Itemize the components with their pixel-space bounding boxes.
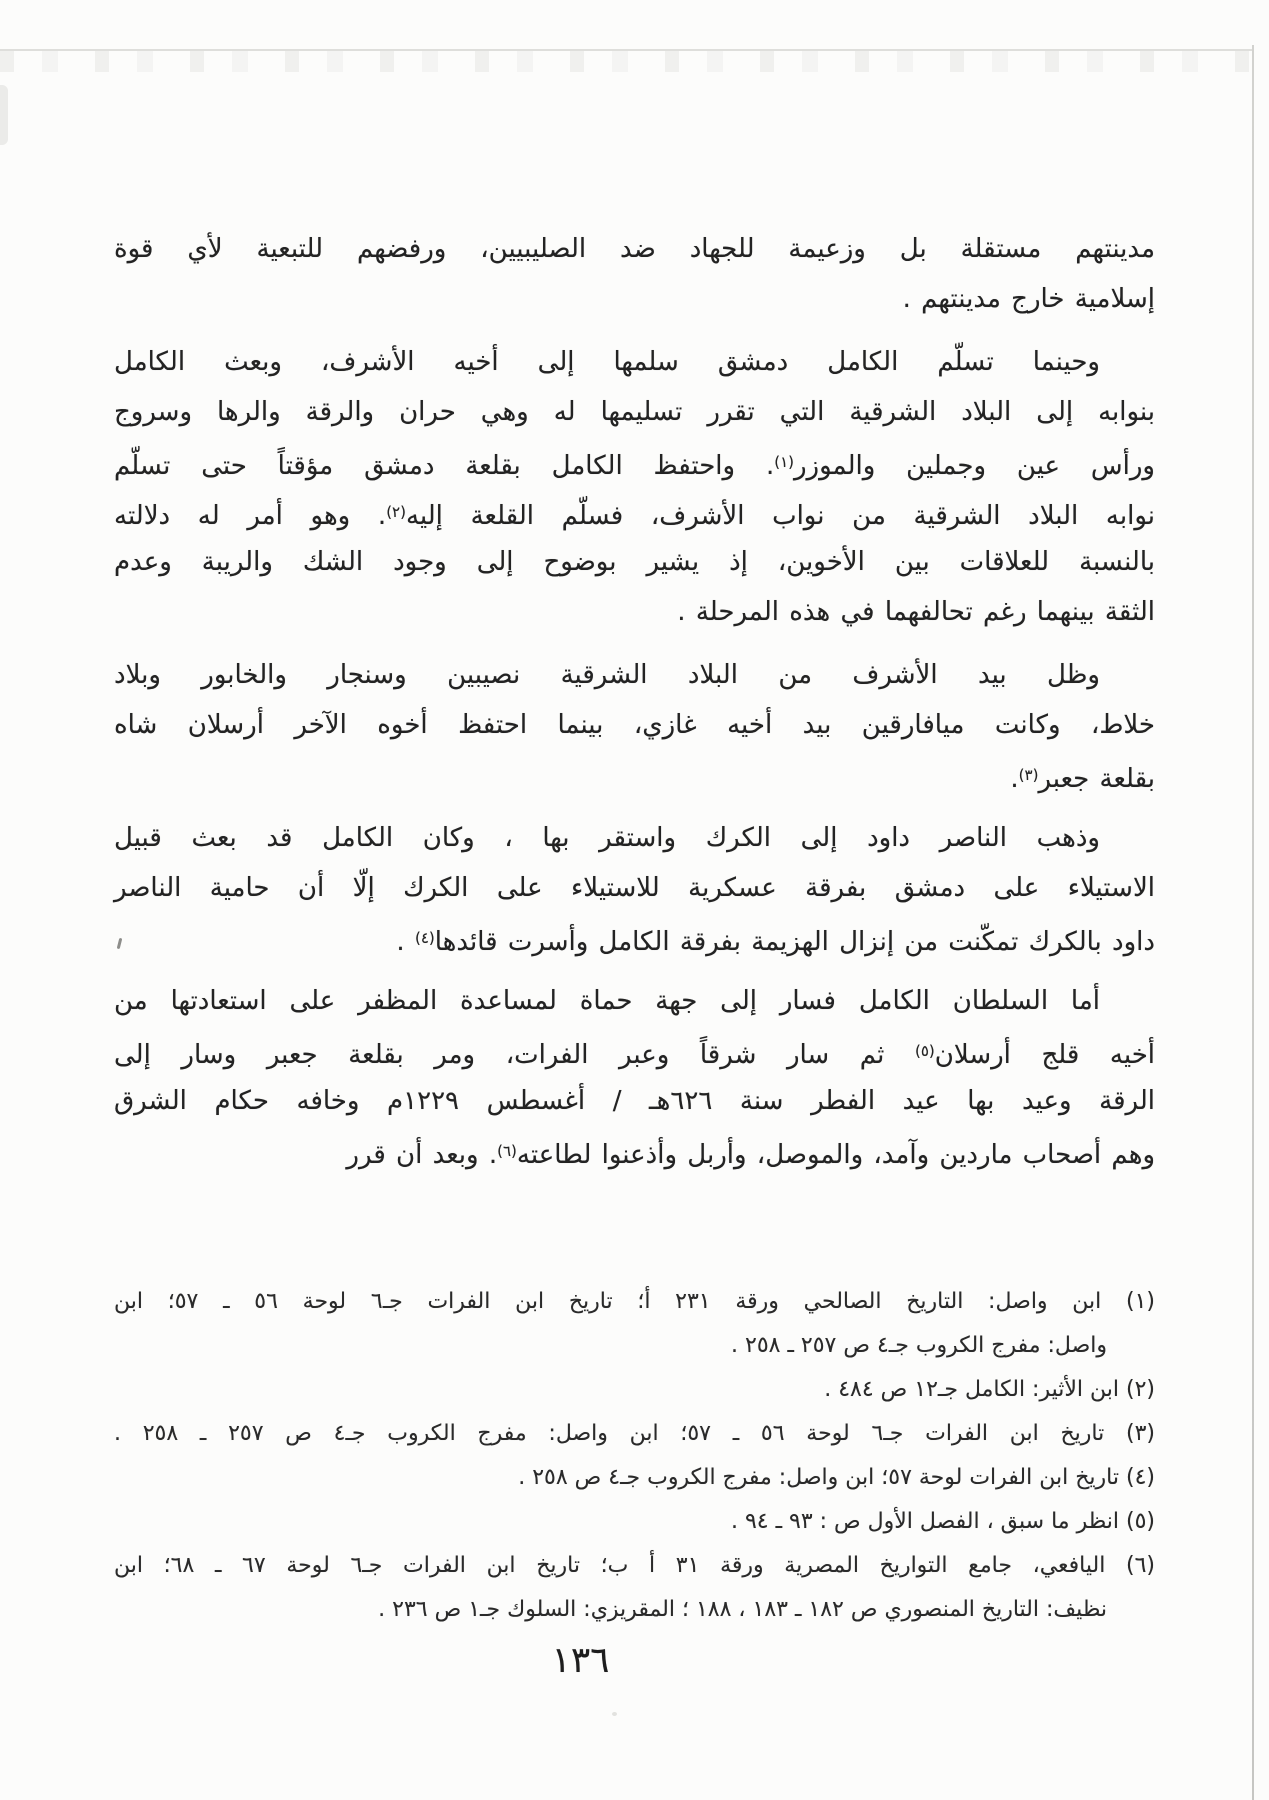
- scan-artifact-right-edge-line: [1252, 45, 1254, 1800]
- body-text-line: بالنسبة للعلاقات بين الأخوين، إذ يشير بوضوح إلى وجود الشك والريبة وعدم: [114, 547, 1155, 577]
- footnote: [114, 1544, 1155, 1632]
- footnote-ref: (١): [774, 453, 794, 471]
- body-text-line: الاستيلاء على دمشق بفرقة عسكرية للاستيلاء على الكرك إلّا أن حامية الناصر: [114, 873, 1155, 903]
- footnote: [114, 1368, 1155, 1412]
- body-text-line: الثقة بينهما رغم تحالفهما في هذه المرحلة .: [677, 597, 1155, 627]
- footnote: [114, 1412, 1155, 1456]
- footnote-line: نظيف: التاريخ المنصوري ص ١٨٢ ـ ١٨٣ ، ١٨٨ ؛ المقريزي: السلوك جـ١ ص ٢٣٦ .: [378, 1597, 1107, 1622]
- footnote-ref: (٥): [914, 1042, 935, 1060]
- footnote-line: (٣) تاريخ ابن الفرات جـ٦ لوحة ٥٦ ـ ٥٧؛ ابن واصل: مفرج الكروب جـ٤ ص ٢٥٧ ـ ٢٥٨ .: [114, 1421, 1155, 1446]
- scan-artifact-speck: [612, 1712, 617, 1716]
- footnote-ref: (٦): [497, 1142, 517, 1160]
- body-text-line: داود بالكرك تمكّنت من إنزال الهزيمة بفرقة الكامل وأسرت قائدها$^{(٤)}$ .: [396, 927, 1155, 957]
- body-text-line: الرقة وعيد بها عيد الفطر سنة ٦٢٦هـ / أغسطس ١٢٢٩م وخافه حكام الشرق: [114, 1086, 1156, 1116]
- scan-artifact-left-smudge: [0, 85, 8, 145]
- body-text-line: بقلعة جعبر$^{(٣)}$.: [1010, 764, 1155, 794]
- footnote: [114, 1280, 1155, 1368]
- body-text-line: أما السلطان الكامل فسار إلى جهة حماة لمساعدة المظفر على استعادتها من: [114, 986, 1100, 1016]
- paragraph: [114, 976, 1155, 1176]
- body-text-line: وهم أصحاب ماردين وآمد، والموصل، وأربل وأذعنوا لطاعته$^{(٦)}$. وبعد أن قرر: [346, 1140, 1155, 1170]
- body-text-line: وظل بيد الأشرف من البلاد الشرقية نصيبين وسنجار والخابور وبلاد: [114, 660, 1100, 690]
- footnote-ref: (٤): [414, 929, 435, 947]
- paragraph: [114, 224, 1155, 324]
- footnotes: [114, 1280, 1155, 1632]
- footnote-line: (٢) ابن الأثير: الكامل جـ١٢ ص ٤٨٤ .: [824, 1377, 1155, 1402]
- footnote-line: (٦) اليافعي، جامع التواريخ المصرية ورقة ٣١ أ ب؛ تاريخ ابن الفرات جـ٦ لوحة ٦٧ ـ ٦٨؛ ابن: [114, 1553, 1156, 1578]
- page-number: [0, 1640, 1269, 1681]
- body-text-line: ورأس عين وجملين والموزر$^{(١)}$. واحتفظ الكامل بقلعة دمشق مؤقتاً حتى تسلّم: [114, 451, 1155, 481]
- page-number-text: ١٣٦: [551, 1640, 610, 1681]
- body-text-line: مدينتهم مستقلة بل وزعيمة للجهاد ضد الصليبيين، ورفضهم للتبعية لأي قوة: [114, 234, 1155, 264]
- body-text: [114, 224, 1155, 1189]
- footnote: [114, 1500, 1155, 1544]
- footnote: [114, 1456, 1155, 1500]
- footnote-line: (٤) تاريخ ابن الفرات لوحة ٥٧؛ ابن واصل: مفرج الكروب جـ٤ ص ٢٥٨ .: [518, 1465, 1155, 1490]
- body-text-line: أخيه قلج أرسلان$^{(٥)}$ ثم سار شرقاً وعبر الفرات، ومر بقلعة جعبر وسار إلى: [114, 1040, 1155, 1070]
- scan-artifact-top-band: [0, 51, 1253, 72]
- paragraph: [114, 337, 1155, 637]
- footnote-line: (٥) انظر ما سبق ، الفصل الأول ص : ٩٣ ـ ٩٤ .: [730, 1509, 1155, 1534]
- footnote-line: واصل: مفرج الكروب جـ٤ ص ٢٥٧ ـ ٢٥٨ .: [731, 1333, 1107, 1358]
- footnote-line: (١) ابن واصل: التاريخ الصالحي ورقة ٢٣١ أ؛ تاريخ ابن الفرات جـ٦ لوحة ٥٦ ـ ٥٧؛ ابن: [114, 1289, 1156, 1314]
- footnote-ref: (٢): [386, 503, 406, 521]
- paragraph: [114, 650, 1155, 800]
- body-text-line: إسلامية خارج مدينتهم .: [902, 284, 1155, 314]
- body-text-line: بنوابه إلى البلاد الشرقية التي تقرر تسليمها له وهي حران والرقة والرها وسروج: [114, 397, 1155, 427]
- paragraph: [114, 813, 1155, 963]
- body-text-line: وحينما تسلّم الكامل دمشق سلمها إلى أخيه الأشرف، وبعث الكامل: [114, 347, 1100, 377]
- footnote-ref: (٣): [1018, 766, 1039, 784]
- body-text-line: خلاط، وكانت ميافارقين بيد أخيه غازي، بينما احتفظ أخوه الآخر أرسلان شاه: [114, 710, 1155, 740]
- body-text-line: نوابه البلاد الشرقية من نواب الأشرف، فسلّم القلعة إليه$^{(٢)}$. وهو أمر له دلالته: [114, 501, 1155, 531]
- body-text-line: وذهب الناصر داود إلى الكرك واستقر بها ، وكان الكامل قد بعث قبيل: [114, 823, 1100, 853]
